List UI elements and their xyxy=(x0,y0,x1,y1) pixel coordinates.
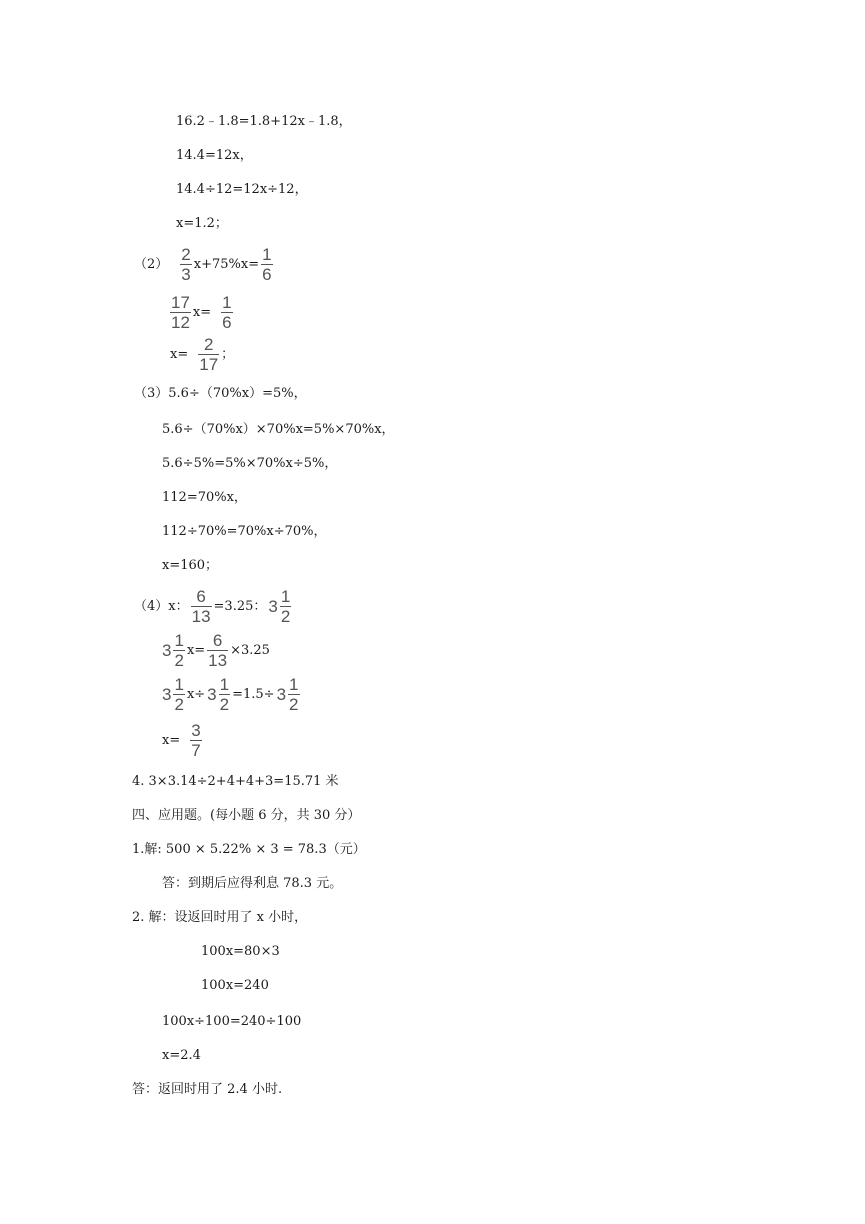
solution-line: 2. 解：设返回时用了 x 小时， xyxy=(132,910,308,925)
solution-line: 1.解: 500 × 5.22% × 3 = 78.3（元） xyxy=(132,842,366,857)
fraction: $\frac{1}{2}$ xyxy=(280,587,291,626)
equation-line: x= $\frac{2}{17}$ ； xyxy=(170,335,235,374)
section-heading: 四、应用题。(每小题 6 分，共 30 分） xyxy=(132,808,361,823)
equation-line: （2） $\frac{2}{3}$ x+75%x= $\frac{1}{6}$ xyxy=(134,245,272,284)
fraction: $\frac{2}{17}$ xyxy=(199,335,219,374)
equation-line: 5.6÷5%=5%×70%x÷5%， xyxy=(162,456,338,471)
equation-line: 100x÷100=240÷100 xyxy=(162,1014,302,1029)
fraction: $\frac{6}{13}$ xyxy=(191,587,211,626)
equation-line: （3）5.6÷（70%x）=5%， xyxy=(134,386,307,401)
answer-line: 答：到期后应得利息 78.3 元。 xyxy=(162,876,343,891)
equation-line: 112=70%x， xyxy=(162,490,247,505)
equation-line: 14.4÷12=12x÷12， xyxy=(176,182,308,197)
fraction: $\frac{2}{3}$ xyxy=(181,245,191,284)
equation-line: （4）x： $\frac{6}{13}$ =3.25： 3 $\frac{1}{2}$ xyxy=(134,587,291,626)
equation-line: 3 $\frac{1}{2}$ x= $\frac{6}{13}$ ×3.25 xyxy=(162,631,270,670)
equation-line: x=1.2； xyxy=(176,216,228,231)
fraction: $\frac{1}{2}$ xyxy=(289,675,299,714)
equation-line: x=160； xyxy=(162,558,219,573)
equation-line: x=2.4 xyxy=(162,1048,201,1063)
equation-line: 100x=80×3 xyxy=(201,944,280,959)
equation-line: $\frac{17}{12}$ x= $\frac{1}{6}$ xyxy=(171,293,232,332)
fraction: $\frac{3}{7}$ xyxy=(191,721,201,760)
fraction: $\frac{1}{2}$ xyxy=(174,631,184,670)
equation-line: 16.2﹣1.8=1.8+12x﹣1.8， xyxy=(176,114,352,129)
fraction: $\frac{1}{2}$ xyxy=(174,675,184,714)
equation-line: 100x=240 xyxy=(201,978,269,993)
equation-line: x= $\frac{3}{7}$ xyxy=(162,721,201,760)
fraction: $\frac{1}{6}$ xyxy=(222,293,232,332)
fraction: $\frac{17}{12}$ xyxy=(171,293,190,332)
fraction: $\frac{1}{6}$ xyxy=(262,245,272,284)
fraction: $\frac{1}{2}$ xyxy=(219,675,230,714)
equation-line: 5.6÷（70%x）×70%x=5%×70%x， xyxy=(162,422,395,437)
equation-line: 112÷70%=70%x÷70%， xyxy=(162,524,327,539)
equation-line: 4. 3×3.14÷2+4+4+3=15.71 米 xyxy=(132,774,339,789)
answer-line: 答：返回时用了 2.4 小时. xyxy=(132,1082,283,1097)
fraction: $\frac{6}{13}$ xyxy=(208,631,228,670)
equation-line: 3 $\frac{1}{2}$ x÷ 3 $\frac{1}{2}$ =1.5÷ 3 $\frac{1}{2}$ xyxy=(162,675,299,714)
equation-line: 14.4=12x， xyxy=(176,148,253,163)
